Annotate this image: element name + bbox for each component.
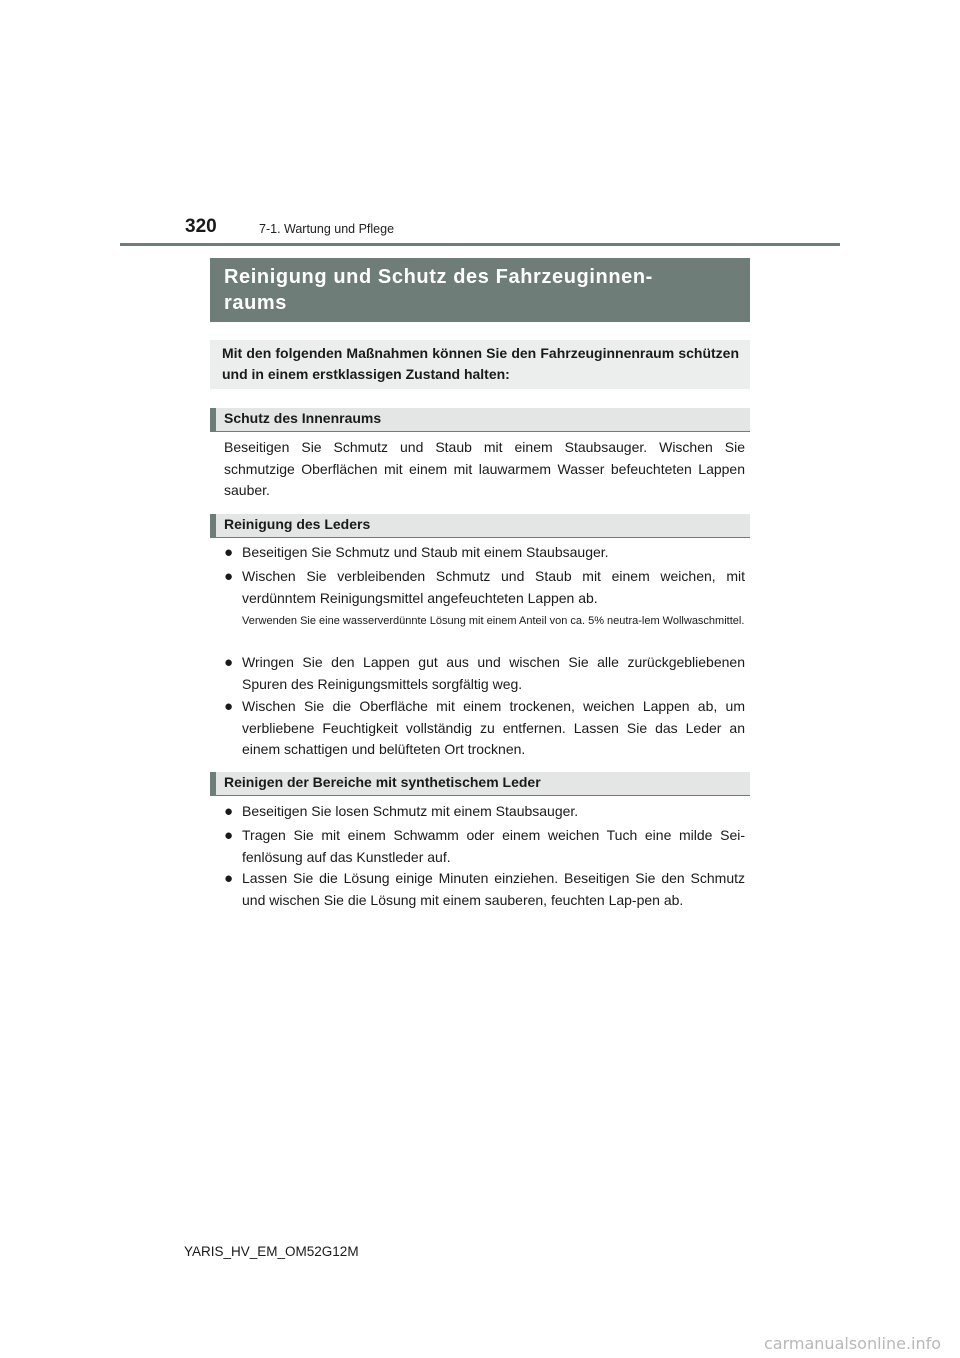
section-heading-synthetic-leather: Reinigen der Bereiche mit synthetischem Leder [210, 772, 750, 796]
bullet-icon: ● [224, 803, 234, 820]
bullet-icon: ● [224, 568, 234, 585]
section-heading-interior-protection: Schutz des Innenraums [210, 408, 750, 432]
section-paragraph-interior-protection: Beseitigen Sie Schmutz und Staub mit einem Staubsauger. Wischen Sie schmutzige Oberflächen mit einem mit lauwarmem Wasser befeuchteten Lappen sauber. [224, 439, 745, 498]
document-code: YARIS_HV_EM_OM52G12M [184, 1244, 359, 1259]
list-item [224, 825, 745, 868]
page-title-line-2: raums [224, 292, 288, 314]
list-item [224, 696, 745, 761]
list-item-text: Beseitigen Sie Schmutz und Staub mit einem Staubsauger. [242, 544, 609, 560]
list-item-text: Wringen Sie den Lappen gut aus und wischen Sie alle zurückgebliebenen Spuren des Reinigungsmittels sorgfältig weg. [242, 654, 745, 692]
bullet-icon: ● [224, 698, 234, 715]
page-title [210, 258, 750, 322]
list-item [224, 801, 745, 823]
section-heading-leather-cleaning: Reinigung des Leders [210, 514, 750, 538]
list-item-text: Beseitigen Sie losen Schmutz mit einem Staubsauger. [242, 803, 579, 819]
list-item [224, 542, 745, 564]
bullet-icon: ● [224, 870, 234, 887]
bullet-icon: ● [224, 654, 234, 671]
bullet-icon: ● [224, 827, 234, 844]
list-item-text: Lassen Sie die Lösung einige Minuten einziehen. Beseitigen Sie den Schmutz und wischen Sie die Lösung mit einem sauberen, feuchten Lap-pen ab. [242, 870, 745, 908]
watermark: carmanualsonline.info [764, 1334, 942, 1353]
chapter-label: 7-1. Wartung und Pflege [259, 222, 395, 236]
bullet-icon: ● [224, 544, 234, 561]
intro-summary: Mit den folgenden Maßnahmen können Sie den Fahrzeuginnenraum schützen und in einem erstklassigen Zustand halten: [210, 340, 750, 389]
list-item-text: Tragen Sie mit einem Schwamm oder einem weichen Tuch eine milde Sei-fenlösung auf das Kunstleder auf. [242, 827, 745, 865]
list-item-text: Wischen Sie verbleibenden Schmutz und Staub mit einem weichen, mit verdünntem Reinigungsmittel angefeuchteten Lappen ab. [242, 568, 745, 606]
list-item [224, 652, 745, 695]
page-number: 320 [185, 216, 217, 237]
list-item [224, 868, 745, 911]
list-item-text: Wischen Sie die Oberfläche mit einem trockenen, weichen Lappen ab, um verbliebene Feuchtigkeit vollständig zu entfernen. Lassen Sie das Leder an einem schattigen und belüfteten Ort trocknen. [242, 698, 745, 757]
list-item [224, 566, 745, 609]
leather-cleaning-note: Verwenden Sie eine wasserverdünnte Lösung mit einem Anteil von ca. 5% neutra-lem Wollwaschmittel. [242, 615, 745, 627]
page-title-line-1: Reinigung und Schutz des Fahrzeuginnen- [224, 266, 653, 288]
header-divider [120, 243, 840, 246]
